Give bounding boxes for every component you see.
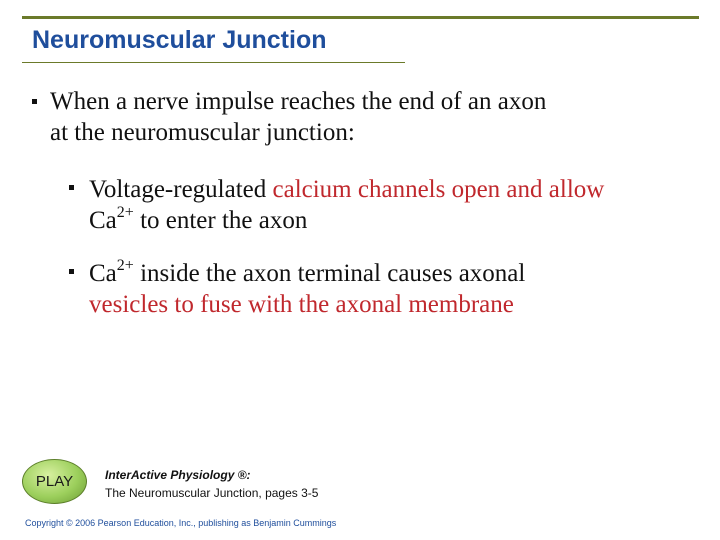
sub-bullet-marker (69, 185, 74, 190)
reference-text (105, 466, 318, 502)
sub1-text-highlight: calcium channels open and allow (272, 176, 605, 203)
sub1-ca: Ca (89, 207, 117, 234)
slide-title: Neuromuscular Junction (32, 26, 327, 54)
bullet-line-1: When a nerve impulse reaches the end of an axon (50, 88, 547, 115)
bullet-line-2: at the neuromuscular junction: (50, 119, 355, 146)
sub2-text-highlight: vesicles to fuse with the axonal membrane (89, 291, 514, 318)
sub2-ca: Ca (89, 260, 117, 287)
sub2-text-pre: inside the axon terminal causes axonal (133, 260, 526, 287)
play-button-label: PLAY (35, 473, 74, 490)
bullet-text (50, 86, 546, 148)
reference-subtitle: The Neuromuscular Junction, pages 3-5 (105, 486, 319, 500)
bullet-marker (32, 99, 37, 104)
play-button[interactable] (22, 459, 87, 504)
copyright-notice: Copyright © 2006 Pearson Education, Inc., publishing as Benjamin Cummings (25, 518, 337, 528)
title-top-rule (22, 16, 699, 19)
sub-bullet-2-text (89, 258, 525, 320)
sub1-charge: 2+ (116, 203, 134, 221)
sub1-text-post: to enter the axon (133, 207, 308, 234)
reference-title: InterActive Physiology ®: (105, 468, 251, 482)
sub-bullet-marker (69, 269, 74, 274)
sub1-text-pre: Voltage-regulated (89, 176, 273, 203)
sub2-charge: 2+ (116, 256, 134, 274)
title-underline (22, 62, 405, 63)
sub-bullet-1-text (89, 174, 604, 236)
